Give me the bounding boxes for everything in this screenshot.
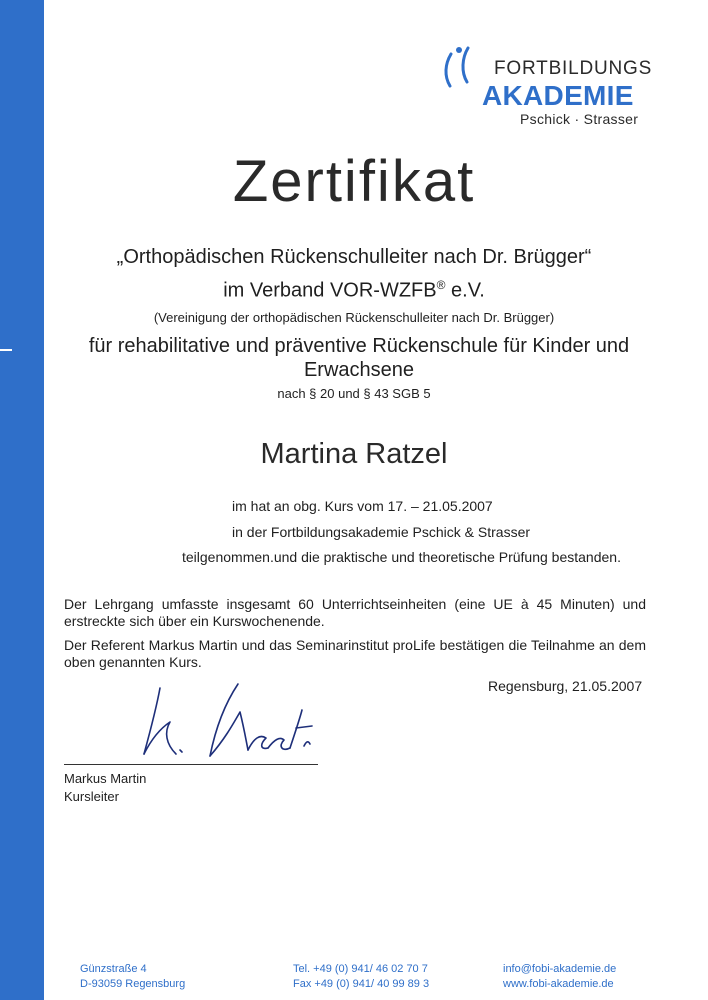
footer-phone [293, 962, 429, 992]
logo-line-1: FORTBILDUNGS [494, 58, 653, 79]
association-name: im Verband VOR-WZFB [223, 279, 437, 302]
logo-line-2: AKADEMIE [482, 80, 634, 111]
association-suffix: e.V. [445, 279, 485, 302]
course-location: in der Fortbildungsakademie Pschick & Strasser [232, 524, 531, 540]
signatory-role: Kursleiter [64, 789, 119, 804]
exam-statement: teilgenommen.und die praktische und theoretische Prüfung bestanden. [182, 549, 621, 565]
signatory-name: Markus Martin [64, 771, 147, 786]
left-blue-stripe [0, 0, 44, 1000]
recipient-name: Martina Ratzel [260, 438, 448, 470]
footer-city: D-93059 Regensburg [80, 978, 186, 990]
stripe-notch [0, 349, 12, 351]
footer-tel: Tel. +49 (0) 941/ 46 02 70 7 [293, 963, 428, 975]
certificate-title: Zertifikat [232, 149, 476, 214]
footer-web: www.fobi-akademie.de [503, 978, 614, 990]
footer-contact [503, 962, 616, 992]
course-hours-paragraph: Der Lehrgang umfasste insgesamt 60 Unterrichtseinheiten (eine UE à 45 Minuten) und erstreckte sich über ein Kurswochenende. [64, 596, 646, 629]
logo-figure-icon [440, 44, 488, 114]
place-and-date: Regensburg, 21.05.2007 [488, 678, 643, 694]
legal-basis: nach § 20 und § 43 SGB 5 [277, 386, 431, 401]
association-line [44, 278, 664, 303]
confirmation-paragraph: Der Referent Markus Martin und das Seminarinstitut proLife bestätigen die Teilnahme an dem oben genannten Kurs. [64, 637, 646, 670]
handwritten-signature [120, 670, 320, 765]
association-full-name: (Vereinigung der orthopädischen Rückenschulleiter nach Dr. Brügger) [153, 310, 555, 325]
footer-fax: Fax +49 (0) 941/ 40 99 89 3 [293, 978, 430, 990]
course-dates: im hat an obg. Kurs vom 17. – 21.05.2007 [232, 498, 493, 514]
logo-line-3: Pschick · Strasser [520, 111, 639, 127]
footer-street: Günzstraße 4 [80, 963, 147, 975]
academy-logo [440, 44, 653, 134]
course-title: „Orthopädischen Rückenschulleiter nach Dr. Brügger“ [116, 246, 592, 268]
footer-email: info@fobi-akademie.de [503, 963, 617, 975]
course-scope: für rehabilitative und präventive Rückenschule für Kinder und Erwachsene [88, 335, 630, 381]
registered-mark: ® [436, 278, 446, 292]
signature-line [64, 764, 318, 765]
footer-address [80, 962, 185, 992]
